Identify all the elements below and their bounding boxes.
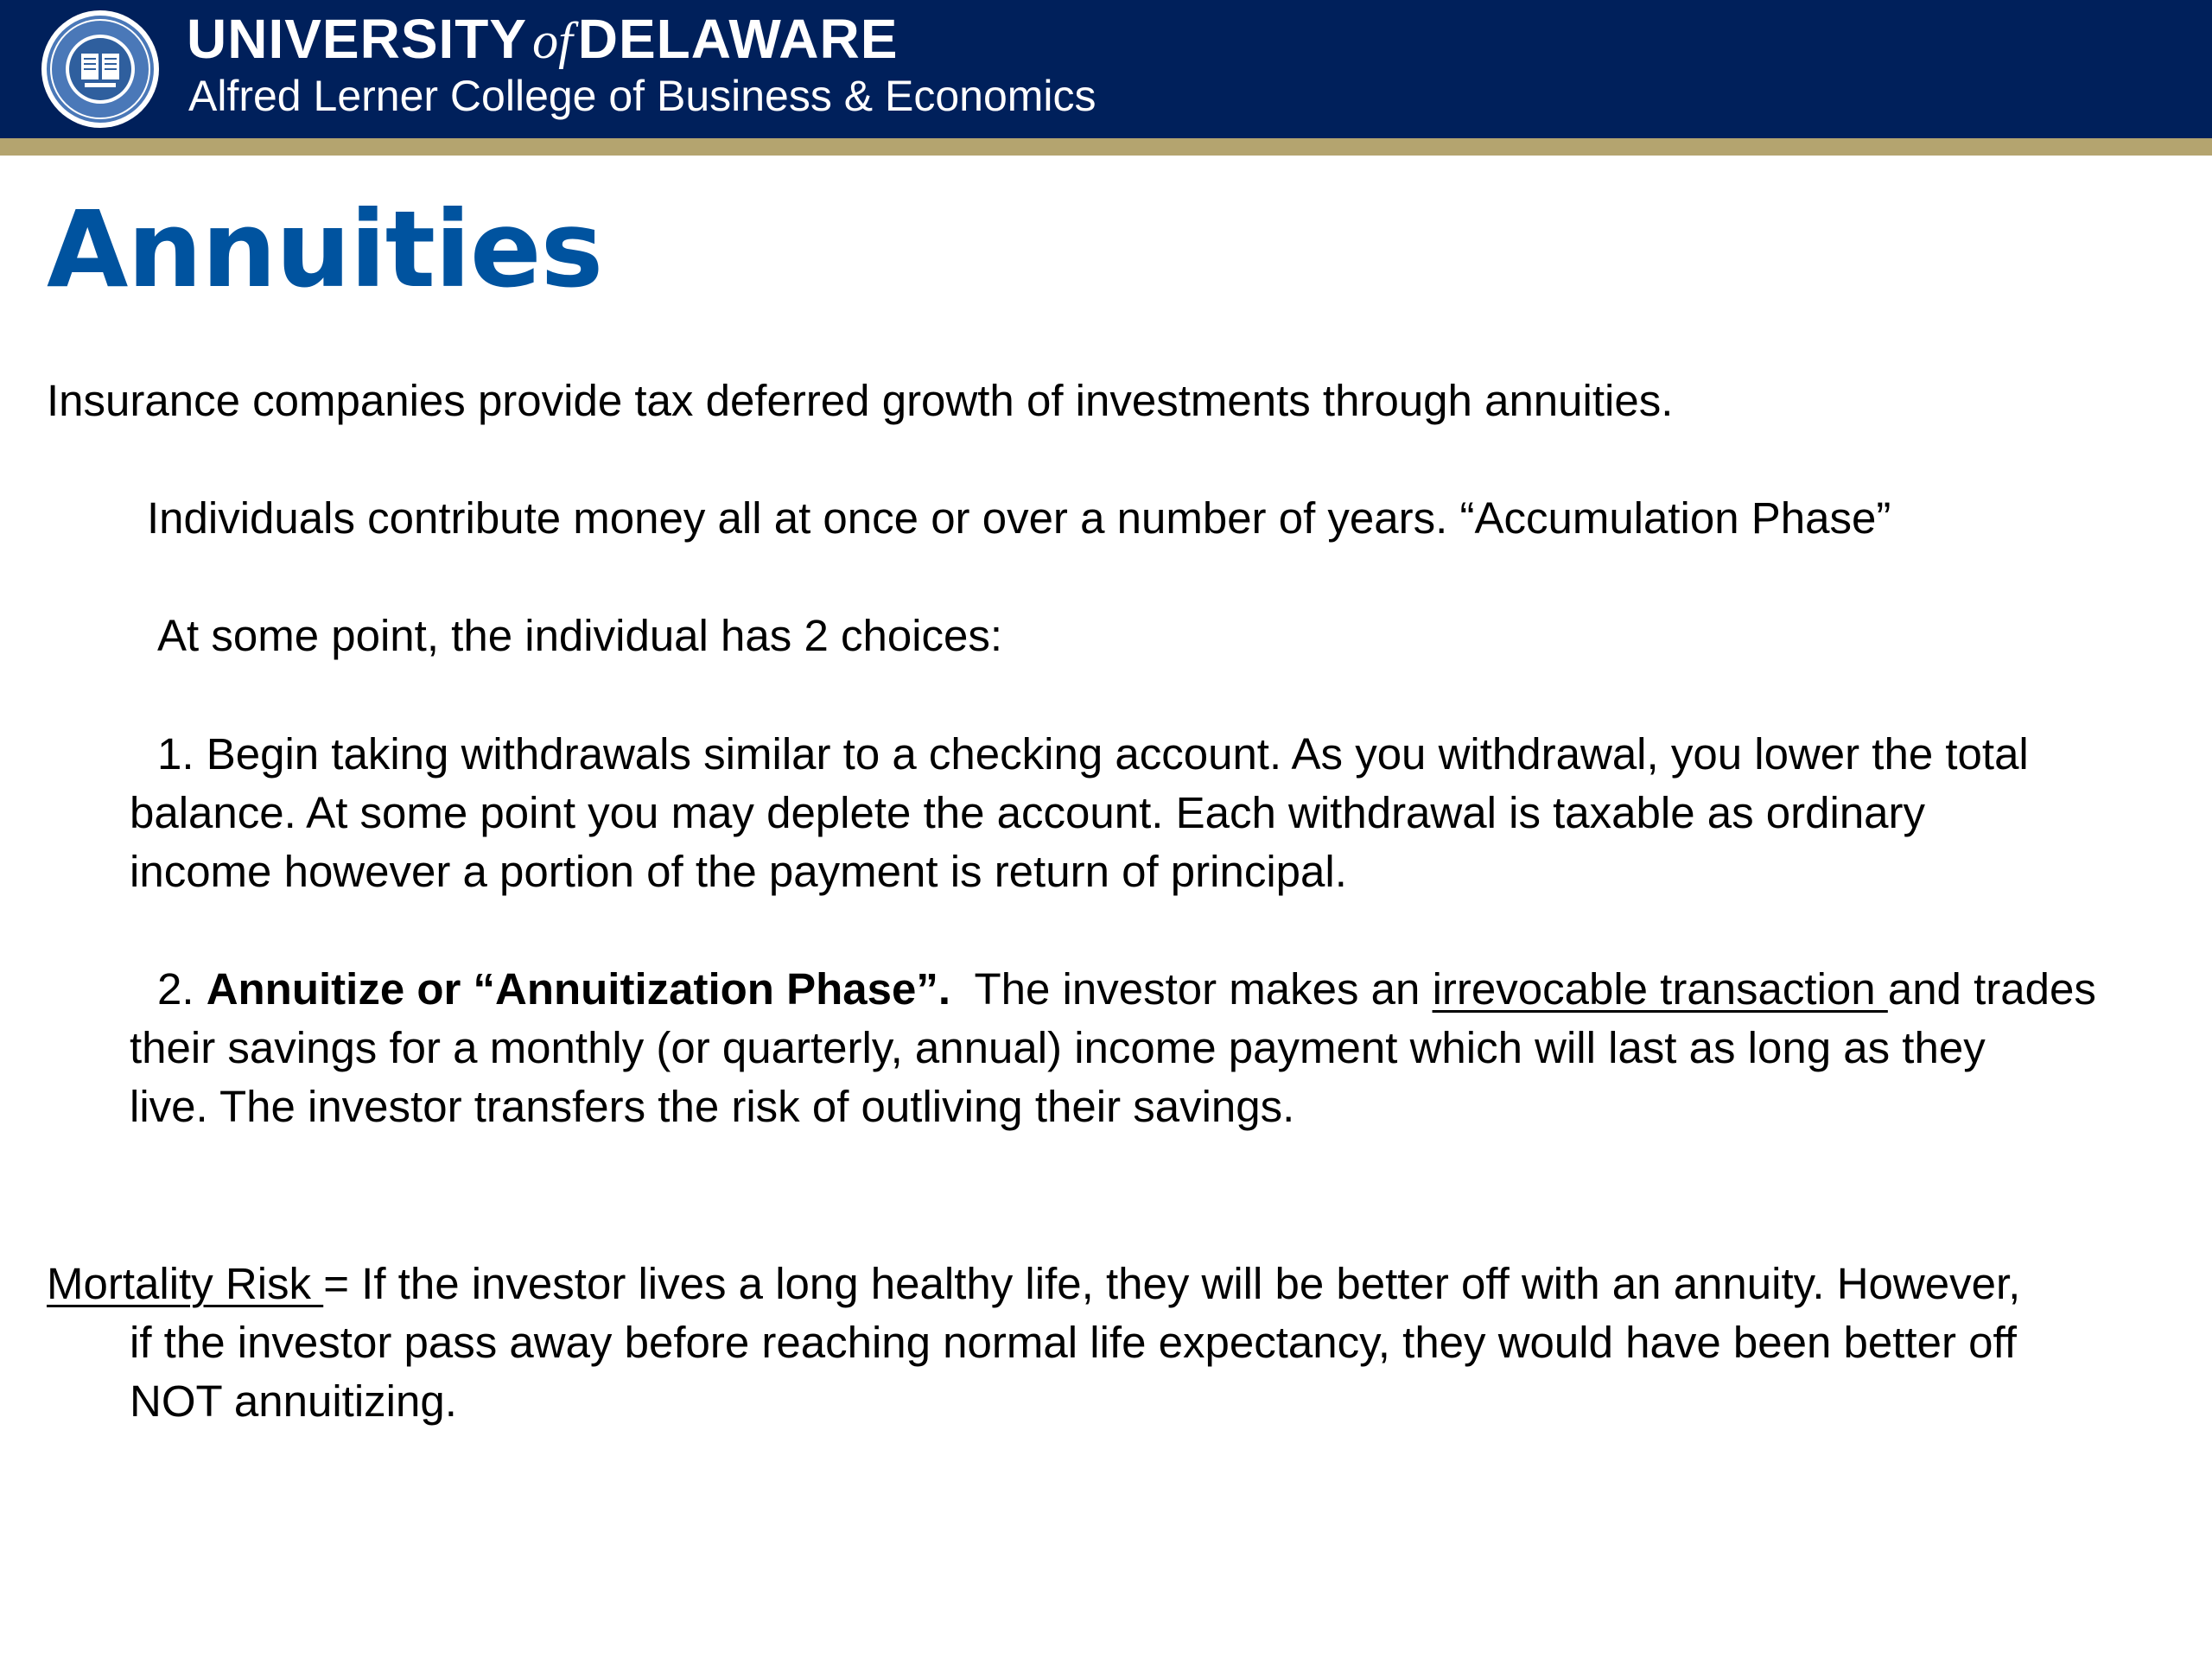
accumulation-text: Individuals contribute money all at once or over a number of years. “Accumulation Phase”	[147, 493, 1891, 543]
choice-2-underlined-term: irrevocable transaction	[1432, 964, 1888, 1014]
mortality-term: Mortality Risk	[47, 1259, 324, 1308]
mortality-definition: = If the investor lives a long healthy life, they will be better off with an annuity. However,	[323, 1259, 2021, 1308]
intro-text: Insurance companies provide tax deferred growth of investments through annuities.	[47, 376, 1674, 425]
choice-2-mid: The investor makes an	[950, 964, 1433, 1014]
choice-1-line-1: 1. Begin taking withdrawals similar to a checking account. As you withdrawal, you lower the total	[157, 729, 2029, 779]
choices-intro: At some point, the individual has 2 choices:	[157, 611, 1003, 660]
college-name: Alfred Lerner College of Business & Economics	[188, 72, 1096, 120]
choice-2-line-2: their savings for a monthly (or quarterly, annual) income payment which will last as long as they	[130, 1023, 1986, 1072]
choice-2-end: and trades	[1887, 964, 2096, 1014]
choice-2-heading: Annuitize or “Annuitization Phase”.	[206, 964, 951, 1014]
mortality-line-1	[47, 1255, 2120, 1313]
choice-2-line-3: live. The investor transfers the risk of outliving their savings.	[130, 1082, 1295, 1131]
choice-2-number: 2.	[157, 964, 207, 1014]
choice-2-line-1	[157, 960, 2212, 1019]
university-name: UNIVERSITY ofDELAWARE	[187, 8, 899, 70]
university-seal-icon	[40, 9, 161, 130]
slide-title: Annuities	[47, 188, 603, 311]
mortality-line-2: if the investor pass away before reaching normal life expectancy, they would have been better off	[130, 1318, 2017, 1367]
choice-1-line-3: income however a portion of the payment is return of principal.	[130, 847, 1347, 896]
header-gold-stripe	[0, 138, 2212, 156]
mortality-line-3: NOT annuitizing.	[130, 1376, 457, 1426]
choice-1-line-2: balance. At some point you may deplete the account. Each withdrawal is taxable as ordinary	[130, 788, 1926, 837]
